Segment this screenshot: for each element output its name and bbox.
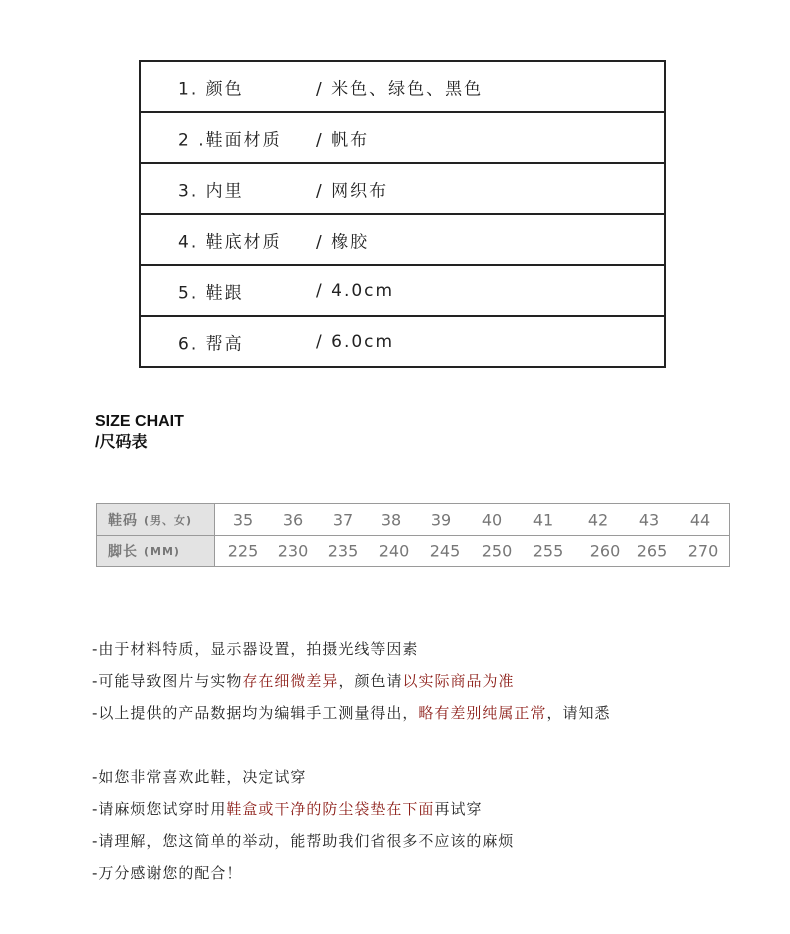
spec-value: / 橡胶 [316,232,370,252]
size-row-label: 脚长 [108,544,138,560]
size-chart-heading [95,411,184,453]
size-value-cell: 37 [332,510,354,529]
size-value-cell: 265 [636,541,668,561]
spec-row-lining [141,164,664,215]
size-value-cell: 41 [532,510,554,529]
size-table [96,503,730,567]
spec-row-shaft-height [141,317,664,366]
note-text: ，颜色请 [338,672,403,690]
size-value-cell: 39 [430,510,452,529]
size-value-cell: 35 [232,510,254,529]
note-text: -请理解，您这简单的举动，能帮助我们省很多不应该的麻烦 [92,832,515,850]
note-text: 再试穿 [434,800,483,818]
spec-value: / 4.0cm [316,280,395,301]
size-value-cell: 43 [638,510,660,529]
spec-label: 2 .鞋面材质 [178,130,282,150]
note-text: -如您非常喜欢此鞋，决定试穿 [92,768,307,786]
spec-row-heel [141,266,664,317]
spec-value: / 米色、绿色、黑色 [316,79,484,99]
spec-table [139,60,666,368]
note-text: ，请知悉 [546,704,611,722]
size-value-cell: 225 [227,541,259,561]
note-highlight: 以实际商品为准 [402,672,515,690]
note-line [92,862,242,883]
note-text: -可能导致图片与实物 [92,672,243,690]
note-text: -请麻烦您试穿时用 [92,800,227,818]
size-value-cell: 245 [429,541,461,561]
spec-label: 1. 颜色 [178,79,244,99]
size-chart-title-cn: /尺码表 [95,434,148,451]
note-text: -由于材料特质，显示器设置，拍摄光线等因素 [92,640,419,658]
size-value-cell: 270 [687,541,719,561]
spec-label: 4. 鞋底材质 [178,232,282,252]
note-text: -以上提供的产品数据均为编辑手工测量得出， [92,704,419,722]
spec-row-color [141,62,664,113]
note-highlight: 存在细微差异 [242,672,339,690]
note-text: -万分感谢您的配合！ [92,864,243,882]
size-value-cell: 260 [589,541,621,561]
note-line [92,798,482,819]
size-value-cell: 250 [481,541,513,561]
size-value-cell: 255 [532,541,564,561]
spec-row-upper-material [141,113,664,164]
spec-value: / 网织布 [316,181,389,201]
size-value-cell: 38 [380,510,402,529]
size-value-cell: 40 [481,510,503,529]
note-highlight: 略有差别纯属正常 [418,704,547,722]
spec-label: 6. 帮高 [178,334,244,354]
spec-label: 5. 鞋跟 [178,283,244,303]
spec-row-sole-material [141,215,664,266]
size-value-cell: 230 [277,541,309,561]
size-row-foot-length [97,535,729,566]
size-row-header [97,536,215,566]
size-chart-title-en: SIZE CHAIT [95,413,184,430]
spec-value: / 6.0cm [316,331,395,352]
size-row-label: 鞋码 [108,512,138,529]
note-line [92,670,514,691]
size-row-header [97,504,215,535]
spec-value: / 帆布 [316,130,370,150]
size-value-cell: 235 [327,541,359,561]
size-value-cell: 240 [378,541,410,561]
note-line [92,702,610,723]
size-value-cell: 44 [689,510,711,529]
note-line [92,638,418,659]
size-row-shoe-size [97,504,729,535]
note-line [92,766,306,787]
size-value-cell: 36 [282,510,304,529]
size-row-sublabel: (MM) [144,544,180,558]
spec-label: 3. 内里 [178,181,244,201]
note-line [92,830,514,851]
size-value-cell: 42 [587,510,609,529]
size-row-sublabel: (男、女) [144,513,193,527]
note-highlight: 鞋盒或干净的防尘袋垫在下面 [226,800,435,818]
